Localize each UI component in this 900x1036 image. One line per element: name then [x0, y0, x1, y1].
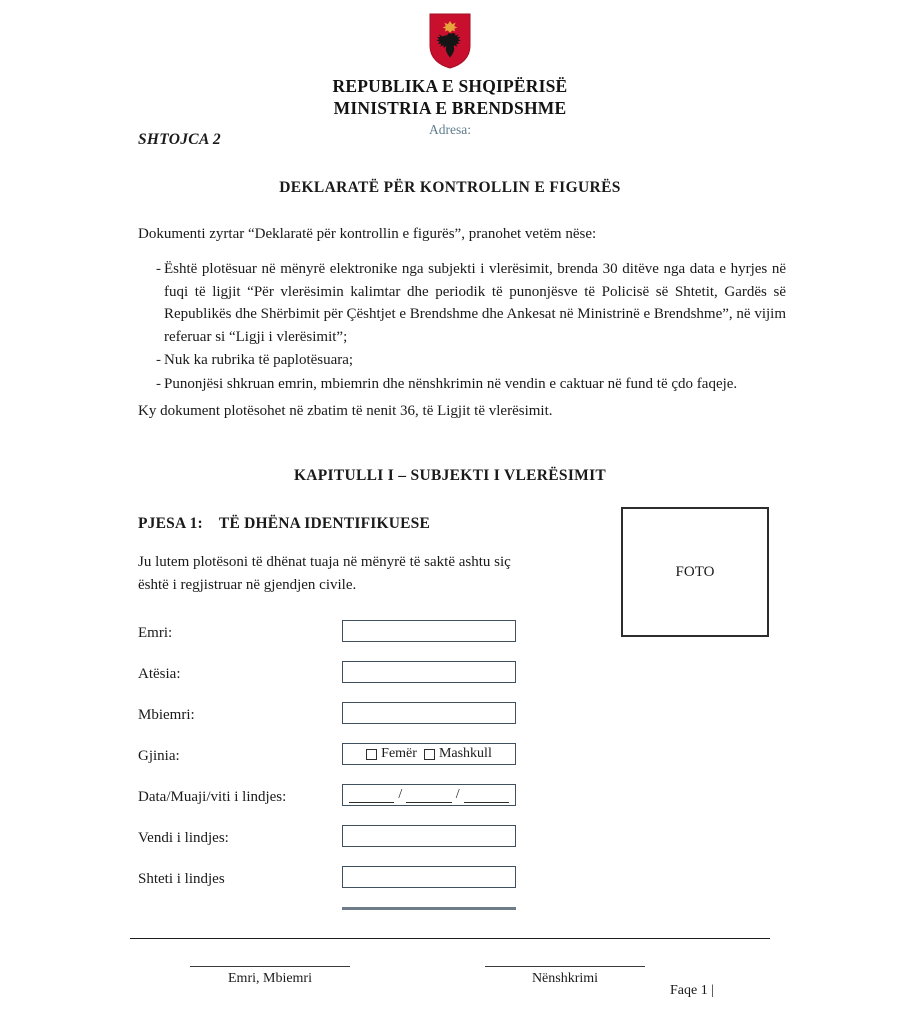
date-year-segment[interactable] [464, 790, 509, 803]
footer-signature-label: Nënshkrimi [531, 971, 599, 986]
signature-line [485, 966, 645, 967]
checkbox-icon[interactable] [366, 749, 377, 760]
intro-paragraph: Dokumenti zyrtar “Deklaratë për kontrollin e figurës”, pranohet vetëm nëse: [138, 226, 597, 242]
photo-placeholder[interactable] [621, 507, 769, 637]
list-item [138, 258, 786, 348]
vendlindja-input[interactable] [342, 825, 516, 847]
part-heading: PJESA 1: TË DHËNA IDENTIFIKUESE [138, 515, 431, 532]
field-row-atesia [138, 661, 538, 702]
page-title: DEKLARATË PËR KONTROLLIN E FIGURËS [279, 179, 621, 196]
list-item-text: Nuk ka rubrika të paplotësuara; [164, 352, 354, 368]
field-row-mbiemri [138, 702, 538, 743]
gender-option-femer-label: Femër [381, 746, 417, 761]
field-row-gjinia [138, 743, 538, 784]
list-item-text: Punonjësi shkruan emrin, mbiemrin dhe nënshkrimin në vendin e caktuar në fund të çdo faqeje. [164, 375, 738, 392]
footer-divider [130, 938, 770, 939]
gender-option-mashkull-label: Mashkull [438, 746, 492, 761]
list-item [138, 349, 786, 372]
field-row-clipped [138, 907, 538, 948]
checkbox-icon[interactable] [424, 749, 435, 760]
date-day-segment[interactable] [349, 790, 394, 803]
list-item-text: Është plotësuar në mënyrë elektronike nga subjekti i vlerësimit, brenda 30 ditëve nga data e hyrjes në fuqi të ligjit “Për vlerësimin kalimtar dhe periodik të punonjësve të Policisë së Shtetit, Gardës së Republikës dhe Shërbimit për Çështjet e Brendshme dhe Ankesat në Ministrinë e Brendshme”, në vijim referuar si “Ligji i vlerësimit”; [164, 261, 786, 345]
footer-name-label: Emri, Mbiemri [228, 971, 312, 986]
albanian-coat-of-arms-icon [428, 12, 472, 70]
clipped-input[interactable] [342, 907, 516, 912]
republic-title: REPUBLIKA E SHQIPËRISË [332, 76, 568, 96]
article-note: Ky dokument plotësohet në zbatim të nenit 36, të Ligjit të vlerësimit. [138, 403, 553, 419]
footer-name-block [190, 966, 350, 987]
annex-label: SHTOJCA 2 [138, 131, 221, 148]
footer-signature-block [485, 966, 645, 987]
date-separator: / [398, 787, 403, 802]
bullet-dash-icon: - [156, 375, 161, 392]
gender-option-femer[interactable] [366, 746, 417, 762]
ministry-title: MINISTRIA E BRENDSHME [333, 97, 567, 118]
list-item [138, 373, 786, 396]
signature-line [190, 966, 350, 967]
field-row-shteti [138, 866, 538, 907]
atesia-input[interactable] [342, 661, 516, 683]
field-row-datelindja [138, 784, 538, 825]
shteti-input[interactable] [342, 866, 516, 888]
page-number: Faqe 1 | [670, 983, 715, 998]
chapter-title: KAPITULLI I – SUBJEKTI I VLERËSIMIT [293, 467, 607, 484]
form-instruction: Ju lutem plotësoni të dhënat tuaja në mënyrë të saktë ashtu siç është i regjistruar në gjendjen civile. [138, 554, 511, 593]
bullet-dash-icon: - [156, 352, 161, 368]
date-month-segment[interactable] [406, 790, 451, 803]
emri-input[interactable] [342, 620, 516, 642]
field-label-atesia: Atësia: [138, 666, 181, 682]
photo-placeholder-label: FOTO [675, 563, 715, 580]
page-footer [130, 966, 780, 1016]
conditions-list [138, 258, 786, 396]
field-row-emri [138, 620, 538, 661]
field-label-datelindja: Data/Muaji/viti i lindjes: [138, 789, 287, 805]
field-row-vendlindja [138, 825, 538, 866]
field-label-mbiemri: Mbiemri: [138, 707, 195, 723]
address-label: Adresa: [429, 121, 471, 137]
gender-option-mashkull[interactable] [424, 746, 492, 762]
field-label-vendlindja: Vendi i lindjes: [138, 830, 229, 846]
date-separator: / [455, 787, 460, 802]
gjinia-input [342, 743, 516, 765]
field-label-gjinia: Gjinia: [138, 748, 180, 764]
datelindja-input[interactable] [342, 784, 516, 806]
mbiemri-input[interactable] [342, 702, 516, 724]
bullet-dash-icon: - [156, 261, 161, 277]
field-label-emri: Emri: [138, 625, 173, 641]
identification-form [138, 620, 538, 948]
masthead [0, 0, 900, 138]
field-label-shteti: Shteti i lindjes [138, 871, 225, 887]
